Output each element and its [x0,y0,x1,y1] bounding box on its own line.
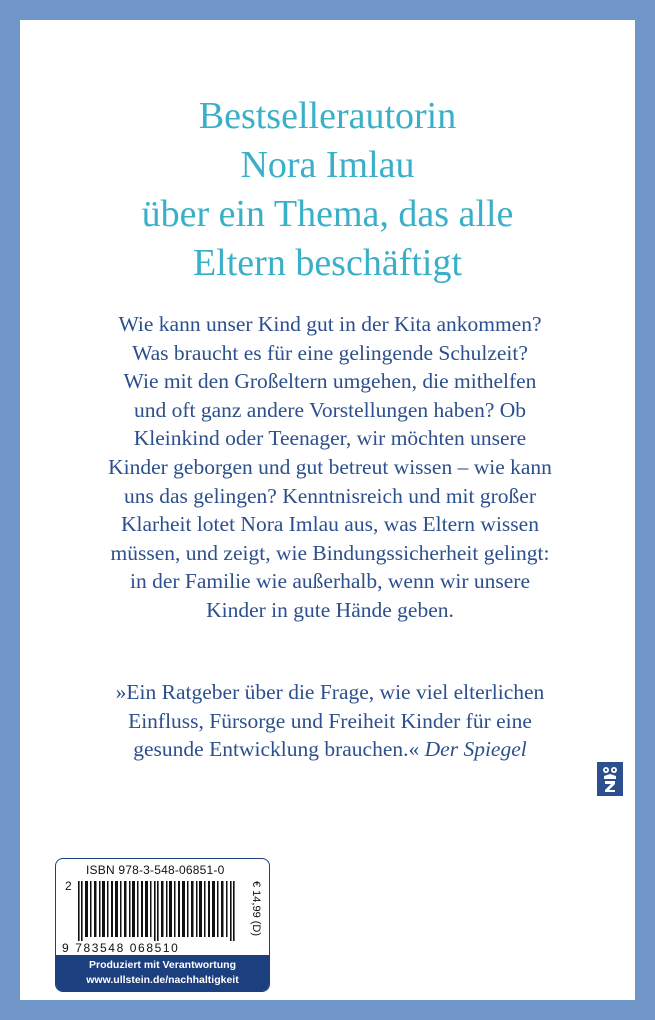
sustainability-band [56,955,269,991]
blurb-line: Kleinkind oder Teenager, wir möchten unsere [133,426,527,451]
blurb-line: Klarheit lotet Nora Imlau aus, was Eltern wissen [121,512,539,537]
press-quote [80,678,580,764]
cover-panel [20,20,635,1000]
quote-line-text: gesunde Entwicklung brauchen.« [133,737,420,762]
blurb-line: Wie kann unser Kind gut in der Kita ankommen? [118,312,542,336]
quote-line: »Ein Ratgeber über die Frage, wie viel elterlichen [115,680,545,704]
blurb-line: Kinder in gute Hände geben. [206,597,454,622]
blurb-line: Wie mit den Großeltern umgehen, die mithelfen [123,369,537,394]
blurb-line: Kinder geborgen und gut betreut wissen – wie kann [108,454,552,479]
barcode-first-digit: 2 [65,879,72,893]
blurb [80,310,580,625]
sustainability-url: www.ullstein.de/nachhaltigkeit [86,974,239,986]
headline-line: Nora Imlau [240,144,415,186]
barcode-digits: 9 783548 068510 [62,941,180,955]
headline-line: über ein Thema, das alle [141,193,514,235]
blurb-line: Was braucht es für eine gelingende Schulzeit? [132,340,528,365]
blurb-line: uns das gelingen? Kenntnisreich und mit großer [124,483,536,508]
quote-source: Der Spiegel [424,737,527,762]
blurb-line: müssen, und zeigt, wie Bindungssicherheit gelingt: [110,540,550,565]
quote-line [80,735,580,764]
price-label: € 14,99 (D) [250,881,262,937]
quote-line: Einfluss, Fürsorge und Freiheit Kinder für eine [128,708,532,733]
barcode-box [55,858,270,992]
sustainability-text: Produziert mit Verantwortung [88,959,236,971]
blurb-line: in der Familie wie außerhalb, wenn wir unsere [129,569,530,594]
headline-line: Eltern beschäftigt [192,242,463,284]
barcode-graphic [78,881,238,941]
headline-line: Bestsellerautorin [198,95,457,137]
isbn-number: ISBN 978-3-548-06851-0 [86,863,225,877]
blurb-line: und oft ganz andere Vorstellungen haben? Ob [133,397,527,422]
headline [20,92,635,288]
ullstein-owl-logo-icon [597,762,623,796]
